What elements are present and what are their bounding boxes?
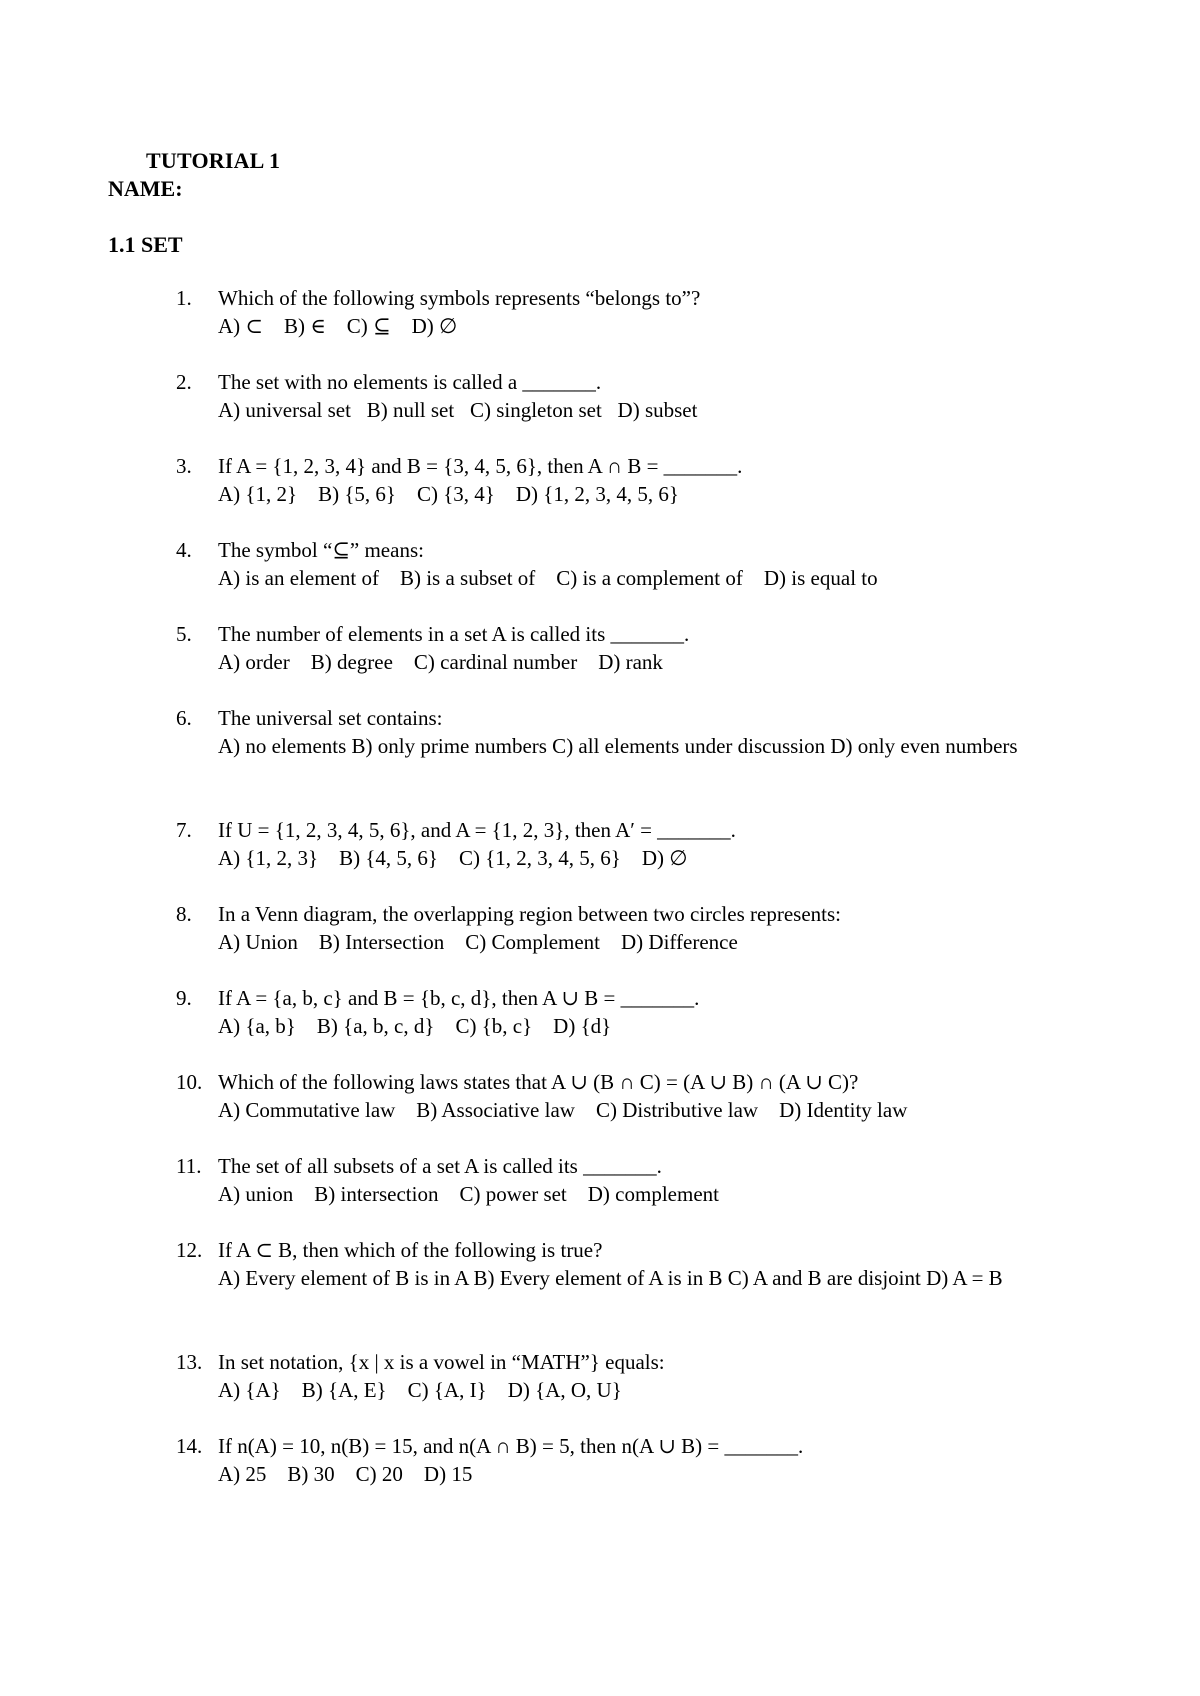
question-options: A) {A} B) {A, E} C) {A, I} D) {A, O, U} (218, 1378, 622, 1402)
question-options: A) {1, 2, 3} B) {4, 5, 6} C) {1, 2, 3, 4, 5, 6} D) ∅ (218, 846, 688, 870)
question-number: 4. (176, 538, 192, 562)
question-options: A) ⊂ B) ∈ C) ⊆ D) ∅ (218, 314, 458, 338)
question-options: A) order B) degree C) cardinal number D) rank (218, 650, 663, 674)
name-label: NAME: (108, 176, 183, 201)
question-text: The universal set contains: (218, 706, 443, 730)
question-number: 10. (176, 1070, 203, 1094)
question-number: 5. (176, 622, 192, 646)
question-number: 9. (176, 986, 192, 1010)
question-text: The number of elements in a set A is called its _______. (218, 622, 690, 646)
question-text: The set of all subsets of a set A is called its _______. (218, 1154, 662, 1178)
question-options: A) is an element of B) is a subset of C) is a complement of D) is equal to (218, 566, 878, 590)
question-number: 8. (176, 902, 192, 926)
question-text: In a Venn diagram, the overlapping region between two circles represents: (218, 902, 841, 926)
question-number: 2. (176, 370, 192, 394)
question-text: If A = {1, 2, 3, 4} and B = {3, 4, 5, 6}, then A ∩ B = _______. (218, 454, 743, 478)
question-number: 3. (176, 454, 192, 478)
question-options: A) Commutative law B) Associative law C) Distributive law D) Identity law (218, 1098, 908, 1122)
question-number: 12. (176, 1238, 203, 1262)
question-options: A) no elements B) only prime numbers C) all elements under discussion D) only even numbers (218, 734, 1018, 758)
page-title: TUTORIAL 1 (146, 148, 281, 173)
question-text: The set with no elements is called a _______. (218, 370, 602, 394)
question-text: If A = {a, b, c} and B = {b, c, d}, then A ∪ B = _______. (218, 986, 700, 1010)
question-options: A) universal set B) null set C) singleton set D) subset (218, 398, 698, 422)
question-text: If A ⊂ B, then which of the following is true? (218, 1238, 603, 1262)
question-options: A) union B) intersection C) power set D) complement (218, 1182, 719, 1206)
question-number: 13. (176, 1350, 203, 1374)
question-options: A) Union B) Intersection C) Complement D) Difference (218, 930, 738, 954)
question-text: If U = {1, 2, 3, 4, 5, 6}, and A = {1, 2, 3}, then A′ = _______. (218, 818, 736, 842)
question-options: A) Every element of B is in A B) Every element of A is in B C) A and B are disjoint D) A = B (218, 1266, 1003, 1290)
question-options: A) 25 B) 30 C) 20 D) 15 (218, 1462, 473, 1486)
question-text: Which of the following laws states that A ∪ (B ∩ C) = (A ∪ B) ∩ (A ∪ C)? (218, 1070, 859, 1094)
question-text: The symbol “⊆” means: (218, 538, 424, 562)
question-options: A) {1, 2} B) {5, 6} C) {3, 4} D) {1, 2, 3, 4, 5, 6} (218, 482, 679, 506)
question-text: In set notation, {x | x is a vowel in “MATH”} equals: (218, 1350, 665, 1374)
question-number: 11. (176, 1154, 202, 1178)
question-options: A) {a, b} B) {a, b, c, d} C) {b, c} D) {d} (218, 1014, 612, 1038)
question-text: If n(A) = 10, n(B) = 15, and n(A ∩ B) = 5, then n(A ∪ B) = _______. (218, 1434, 804, 1458)
question-text: Which of the following symbols represents “belongs to”? (218, 286, 701, 310)
question-number: 1. (176, 286, 192, 310)
question-number: 7. (176, 818, 192, 842)
section-heading: 1.1 SET (108, 232, 183, 257)
question-number: 14. (176, 1434, 203, 1458)
question-number: 6. (176, 706, 192, 730)
